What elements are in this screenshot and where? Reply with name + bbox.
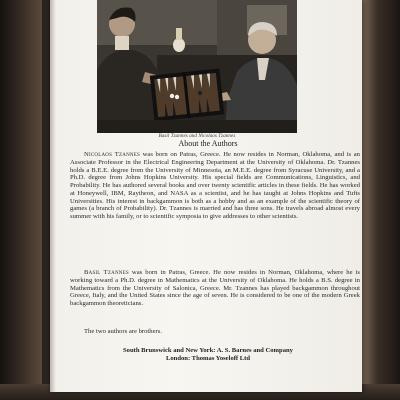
author-photo bbox=[97, 0, 297, 133]
background-right bbox=[362, 0, 400, 400]
author-photo-illustration bbox=[97, 0, 297, 133]
bio-text: was born on Patras, Greece. He now resides in Norman, Oklahoma, and is an Associate Professor in the Electrical Engineering Department at the University of Oklahoma. Dr. Tzannes holds a B.E.E. degree from the University of Minnesota, an M.E.E. degree from Syracuse University, and a Ph.D. degree from Johns Hopkins University. His special fields are Communications, Linguistics, and Probability. He has authored several books and over twenty scientific articles in these fields. He has worked at Honeywell, IBM, Raytheon, and NASA as a scientist, and he has taught at Johns Hopkins and Tufts Universities. His interest in backgammon is both as a hobby and as an example of the scientific theory of games (a branch of Probability). Dr. Tzannes is married and has three sons. He travels abroad almost every summer with his family, or to scientific symposia to give addresses to other scientists. bbox=[70, 151, 360, 220]
background-left bbox=[0, 0, 42, 400]
author-name: Nicolaos Tzannes bbox=[84, 151, 140, 158]
bio-nicolaos bbox=[70, 151, 360, 221]
bio-closing bbox=[70, 328, 360, 336]
bio-text: was born in Patras, Greece. He now resides in Norman, Oklahoma, where he is working toward a Ph.D. degree in Mathematics at the University of Oklahoma. He holds a B.S. degree in Mathematics from the University of Salonica, Greece. Mr. Tzannes has played backgammon throughout Greece, Italy, and the United States since the age of seven. He is considered to be one of the modern Greek backgammon theoreticians. bbox=[70, 269, 360, 307]
publisher-line-1: South Brunswick and New York: A. S. Barnes and Company bbox=[123, 347, 293, 354]
section-title: About the Authors bbox=[178, 139, 238, 148]
bio-nicolaos-paragraph bbox=[70, 151, 360, 221]
bio-basil bbox=[70, 269, 360, 308]
publisher-info bbox=[60, 347, 356, 363]
jacket-fold-shadow bbox=[50, 0, 56, 392]
bio-closing-paragraph: The two authors are brothers. bbox=[84, 328, 163, 335]
bio-basil-paragraph bbox=[70, 269, 360, 308]
publisher-line-2: London: Thomas Yoseloff Ltd bbox=[165, 355, 251, 362]
author-name: Basil Tzannes bbox=[84, 269, 129, 276]
photo-caption: Basil Tzannes and Nicolaos Tzannes bbox=[158, 134, 236, 139]
